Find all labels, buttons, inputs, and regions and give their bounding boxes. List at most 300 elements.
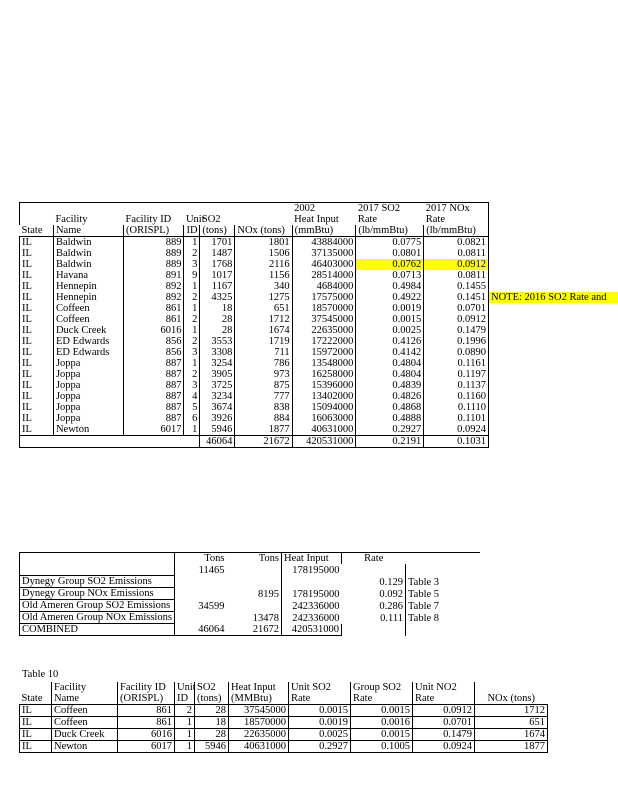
heat-input-cell: 37135000 (292, 248, 356, 259)
summary-label-cell: Old Ameren Group NOx Emissions (20, 612, 175, 624)
heat-input-cell: 37545000 (292, 314, 356, 325)
summary-so2-cell (175, 588, 227, 600)
so2-rate-cell: 0.0713 (356, 270, 424, 281)
heat-input-cell: 43884000 (292, 237, 356, 249)
facility-id-cell: 887 (123, 358, 183, 369)
unit-id-cell: 1 (184, 325, 200, 336)
nox-tons-cell: 786 (235, 358, 292, 369)
summary-rate-cell (342, 624, 406, 636)
summary-row (20, 564, 480, 576)
unit-id-cell: 1 (184, 303, 200, 314)
state-cell: IL (20, 314, 54, 325)
h-name-1 (53, 203, 123, 215)
summary-so2-cell: 11465 (175, 564, 227, 576)
so2-rate-cell: 0.4804 (356, 369, 424, 380)
h-name-3: Name (53, 225, 123, 237)
h-nox-3: NOx (tons) (235, 225, 292, 237)
facility-name-cell: Coffeen (52, 705, 118, 717)
facility-name-cell: Duck Creek (52, 729, 118, 741)
facility-id-cell: 889 (123, 259, 183, 270)
so2-tons-cell: 3553 (200, 336, 235, 347)
unit-id-cell: 1 (184, 424, 200, 436)
summary-rate-cell (342, 564, 406, 576)
h-fid-3: (ORISPL) (123, 225, 183, 237)
summary-heat-cell: 242336000 (282, 600, 342, 612)
facility-name-cell: Joppa (53, 413, 123, 424)
heat-input-cell: 28514000 (292, 270, 356, 281)
facility-name-cell: ED Edwards (53, 336, 123, 347)
unit-so2-rate-cell: 0.2927 (289, 741, 351, 753)
facility-name-cell: ED Edwards (53, 347, 123, 358)
facility-name-cell: Joppa (53, 358, 123, 369)
so2-rate-cell: 0.4888 (356, 413, 424, 424)
state-cell: IL (20, 369, 54, 380)
facility-id-cell: 6017 (123, 424, 183, 436)
facility-name-cell: Hennepin (53, 292, 123, 303)
heat-input-cell: 18570000 (292, 303, 356, 314)
summary-rate-cell: 0.129 (379, 576, 403, 588)
unit-id-cell: 1 (184, 281, 200, 292)
summary-label-cell: Old Ameren Group SO2 Emissions (20, 600, 175, 612)
nox-rate-cell: 0.1137 (424, 380, 489, 391)
facility-name-cell: Joppa (53, 380, 123, 391)
heat-input-cell: 17575000 (292, 292, 356, 303)
so2-tons-cell: 1701 (200, 237, 235, 249)
nox-tons-cell: 1674 (475, 729, 548, 741)
unit-id-cell: 2 (184, 336, 200, 347)
summary-row (20, 600, 480, 612)
facility-id-cell: 6016 (123, 325, 183, 336)
nox-tons-cell: 1712 (475, 705, 548, 717)
unit-id-cell: 1 (184, 237, 200, 249)
state-cell: IL (20, 336, 54, 347)
state-cell: IL (20, 259, 54, 270)
so2-rate-cell: 0.4126 (356, 336, 424, 347)
facility-name-cell: Joppa (53, 402, 123, 413)
facility-id-cell: 861 (118, 705, 175, 717)
nox-tons-cell: 838 (235, 402, 292, 413)
facility-name-cell: Newton (53, 424, 123, 436)
summary-label-cell: Dynegy Group NOx Emissions (20, 588, 175, 600)
nox-rate-cell: 0.0912 (424, 259, 489, 270)
nox-rate-cell: 0.0924 (424, 424, 489, 436)
unit-emissions-table (19, 202, 489, 448)
so2-tons-cell: 3926 (200, 413, 235, 424)
unit-id-cell: 3 (184, 380, 200, 391)
summary-nox-cell (227, 564, 282, 576)
h-fid-1 (123, 203, 183, 215)
state-cell: IL (20, 402, 54, 413)
h-noxrate-3: (lb/mmBtu) (424, 225, 489, 237)
facility-id-cell: 887 (123, 413, 183, 424)
table-row (20, 413, 489, 424)
unit-id-cell: 2 (184, 248, 200, 259)
so2-tons-cell: 28 (200, 314, 235, 325)
heat-input-cell: 16258000 (292, 369, 356, 380)
h-heat-3: (mmBtu) (292, 225, 356, 237)
total-so2: 46064 (200, 436, 235, 448)
unit-id-cell: 2 (184, 292, 200, 303)
h-so2-3: (tons) (200, 225, 235, 237)
nox-tons-cell: 1877 (475, 741, 548, 753)
nox-tons-cell: 340 (235, 281, 292, 292)
summary-so2-cell (175, 612, 227, 624)
heat-input-cell: 40631000 (229, 741, 289, 753)
h-fid-2: Facility ID (125, 214, 172, 225)
summary-label-cell (20, 564, 175, 576)
totals-row (20, 436, 489, 448)
facility-id-cell: 889 (123, 237, 183, 249)
summary-ref-cell: Table 8 (406, 612, 480, 624)
unit-id-cell: 4 (184, 391, 200, 402)
summary-label-cell: COMBINED (20, 624, 175, 636)
so2-rate-cell: 0.4142 (356, 347, 424, 358)
heat-input-cell: 40631000 (292, 424, 356, 436)
h-so2-2: SO2 (201, 214, 221, 225)
so2-tons-cell: 1487 (200, 248, 235, 259)
state-cell: IL (20, 270, 54, 281)
facility-id-cell: 887 (123, 402, 183, 413)
facility-id-cell: 6017 (118, 741, 175, 753)
facility-name-cell: Coffeen (53, 314, 123, 325)
heat-input-cell: 17222000 (292, 336, 356, 347)
table-row (20, 717, 548, 729)
nox-rate-cell: 0.1451 (424, 292, 489, 303)
summary-h-rate: Rate (342, 553, 406, 565)
state-cell: IL (20, 413, 54, 424)
table-row (20, 292, 489, 303)
header-row-1 (20, 203, 489, 215)
unit-id-cell: 2 (175, 705, 195, 717)
so2-tons-cell: 4325 (200, 292, 235, 303)
h-heat-1: 2002 (294, 203, 316, 214)
unit-id-cell: 1 (175, 741, 195, 753)
summary-row (20, 588, 480, 600)
unit-id-cell: 2 (184, 314, 200, 325)
so2-tons-cell: 1167 (200, 281, 235, 292)
heat-input-cell: 15972000 (292, 347, 356, 358)
state-cell: IL (20, 391, 54, 402)
h-state-2 (20, 214, 54, 225)
summary-heat-cell (282, 576, 342, 588)
total-nox: 21672 (235, 436, 292, 448)
so2-tons-cell: 5946 (200, 424, 235, 436)
facility-id-cell: 889 (123, 248, 183, 259)
facility-id-cell: 6016 (118, 729, 175, 741)
facility-name-cell: Coffeen (53, 303, 123, 314)
summary-nox-cell: 21672 (227, 624, 282, 636)
summary-ref-cell: Table 5 (406, 588, 480, 600)
summary-label-cell: Dynegy Group SO2 Emissions (20, 576, 175, 588)
table-row (20, 237, 489, 249)
facility-name-cell: Coffeen (52, 717, 118, 729)
so2-rate-cell: 0.0762 (356, 259, 424, 270)
facility-id-cell: 887 (123, 369, 183, 380)
summary-h-so2: Tons (175, 553, 227, 565)
group-so2-rate-cell: 0.0015 (351, 729, 413, 741)
table-row (20, 729, 548, 741)
h-so2rate-2: Rate (357, 214, 378, 225)
heat-input-cell: 4684000 (292, 281, 356, 292)
facility-id-cell: 861 (123, 314, 183, 325)
facility-name-cell: Hennepin (53, 281, 123, 292)
nox-tons-cell: 1712 (235, 314, 292, 325)
unit-id-cell: 9 (184, 270, 200, 281)
unit-id-cell: 3 (184, 259, 200, 270)
heat-input-cell: 13548000 (292, 358, 356, 369)
nox-tons-cell: 1275 (235, 292, 292, 303)
unit-so2-rate-cell: 0.0015 (289, 705, 351, 717)
state-cell: IL (20, 705, 52, 717)
unit-no2-rate-cell: 0.0912 (413, 705, 475, 717)
table-row (20, 391, 489, 402)
nox-rate-cell: 0.1101 (424, 413, 489, 424)
so2-tons-cell: 1017 (200, 270, 235, 281)
so2-tons-cell: 18 (200, 303, 235, 314)
so2-tons-cell: 28 (195, 705, 229, 717)
facility-id-cell: 856 (123, 336, 183, 347)
summary-heat-cell: 178195000 (282, 564, 342, 576)
nox-tons-cell: 973 (235, 369, 292, 380)
facility-name-cell: Baldwin (53, 237, 123, 249)
facility-name-cell: Havana (53, 270, 123, 281)
summary-h-heat: Heat Input (282, 553, 342, 565)
h-name-2: Facility (55, 214, 88, 225)
heat-input-cell: 22635000 (229, 729, 289, 741)
so2-rate-cell: 0.4922 (356, 292, 424, 303)
t10-header-row-2: State Name (ORISPL) ID (tons) (MMBtu) Rate Rate Rate NOx (tons) (20, 693, 548, 705)
table-row (20, 248, 489, 259)
h-unit-1 (184, 203, 200, 215)
heat-input-cell: 18570000 (229, 717, 289, 729)
t10-header-row-1: Facility Facility ID Unit SO2 Heat Input Unit SO2 Group SO2 Unit NO2 (20, 682, 548, 693)
table-row (20, 424, 489, 436)
so2-rate-cell: 0.4984 (356, 281, 424, 292)
so2-tons-cell: 28 (195, 729, 229, 741)
summary-nox-cell: 8195 (258, 588, 279, 600)
table-row (20, 270, 489, 281)
table-row (20, 325, 489, 336)
state-cell: IL (20, 424, 54, 436)
nox-tons-cell: 777 (235, 391, 292, 402)
header-row-3 (20, 225, 489, 237)
nox-rate-cell: 0.1479 (424, 325, 489, 336)
so2-rate-cell: 0.4839 (356, 380, 424, 391)
summary-nox-cell (227, 576, 282, 588)
nox-rate-cell: 0.0912 (424, 314, 489, 325)
nox-tons-cell: 651 (475, 717, 548, 729)
unit-id-cell: 5 (184, 402, 200, 413)
h-state-3: State (21, 225, 43, 236)
facility-id-cell: 892 (123, 292, 183, 303)
summary-nox-cell: 13478 (252, 612, 279, 624)
so2-rate-cell: 0.4826 (356, 391, 424, 402)
summary-ref-cell: Table 7 (406, 600, 480, 612)
table-10-title: Table 10 (22, 669, 59, 680)
h-nox-2 (235, 214, 292, 225)
facility-id-cell: 891 (123, 270, 183, 281)
so2-rate-cell: 0.2927 (356, 424, 424, 436)
nox-rate-cell: 0.1996 (424, 336, 489, 347)
facility-id-cell: 856 (123, 347, 183, 358)
h-unit-3: ID (184, 225, 200, 237)
table-row (20, 705, 548, 717)
header-row-2 (20, 214, 489, 225)
table-row (20, 358, 489, 369)
table-row (20, 259, 489, 270)
facility-name-cell: Duck Creek (53, 325, 123, 336)
state-cell: IL (20, 741, 52, 753)
nox-tons-cell: 1877 (235, 424, 292, 436)
table-row (20, 303, 489, 314)
so2-rate-cell: 0.0801 (356, 248, 424, 259)
unit-id-cell: 1 (175, 717, 195, 729)
h-so2rate-1: 2017 SO2 (357, 203, 401, 214)
so2-tons-cell: 18 (195, 717, 229, 729)
group-so2-rate-cell: 0.0016 (351, 717, 413, 729)
nox-rate-cell: 0.0890 (424, 347, 489, 358)
table-row (20, 402, 489, 413)
so2-rate-cell: 0.0775 (356, 237, 424, 249)
group-summary-table (19, 552, 480, 636)
so2-tons-cell: 3905 (200, 369, 235, 380)
summary-header-row (20, 553, 480, 565)
unit-id-cell: 6 (184, 413, 200, 424)
summary-ref-cell: Table 3 (406, 576, 480, 588)
table-row (20, 369, 489, 380)
h-noxrate-1: 2017 NOx (424, 203, 489, 215)
heat-input-cell: 13402000 (292, 391, 356, 402)
nox-tons-cell: 1801 (235, 237, 292, 249)
unit-no2-rate-cell: 0.0924 (413, 741, 475, 753)
nox-tons-cell: 651 (235, 303, 292, 314)
table-row (20, 741, 548, 753)
so2-rate-cell: 0.0025 (356, 325, 424, 336)
note-cell: NOTE: 2016 SO2 Rate and (489, 292, 618, 303)
state-cell: IL (20, 281, 54, 292)
facility-name-cell: Baldwin (53, 259, 123, 270)
so2-tons-cell: 28 (200, 325, 235, 336)
summary-row (20, 576, 480, 588)
unit-no2-rate-cell: 0.0701 (413, 717, 475, 729)
facility-name-cell: Newton (52, 741, 118, 753)
nox-tons-cell: 1719 (235, 336, 292, 347)
facility-id-cell: 861 (123, 303, 183, 314)
facility-name-cell: Joppa (53, 369, 123, 380)
facility-id-cell: 892 (123, 281, 183, 292)
nox-rate-cell: 0.1161 (424, 358, 489, 369)
summary-nox-cell (227, 600, 282, 612)
state-cell: IL (20, 347, 54, 358)
h-nox-1 (235, 203, 292, 215)
nox-tons-cell: 1674 (235, 325, 292, 336)
so2-tons-cell: 3308 (200, 347, 235, 358)
so2-tons-cell: 5946 (195, 741, 229, 753)
h-so2rate-3: (lb/mmBtu) (356, 225, 424, 237)
table-row (20, 347, 489, 358)
heat-input-cell: 15396000 (292, 380, 356, 391)
nox-rate-cell: 0.1110 (424, 402, 489, 413)
facility-id-cell: 861 (118, 717, 175, 729)
so2-rate-cell: 0.0019 (356, 303, 424, 314)
nox-tons-cell: 2116 (235, 259, 292, 270)
state-cell: IL (20, 248, 54, 259)
group-so2-rate-cell: 0.0015 (351, 705, 413, 717)
nox-rate-cell: 0.1197 (424, 369, 489, 380)
heat-input-cell: 16063000 (292, 413, 356, 424)
nox-tons-cell: 1506 (235, 248, 292, 259)
state-cell: IL (20, 237, 54, 249)
so2-rate-cell: 0.0015 (356, 314, 424, 325)
summary-h-nox: Tons (258, 553, 279, 564)
heat-input-cell: 46403000 (292, 259, 356, 270)
nox-tons-cell: 711 (235, 347, 292, 358)
summary-heat-cell: 242336000 (282, 612, 342, 624)
group-so2-rate-cell: 0.1005 (351, 741, 413, 753)
state-cell: IL (20, 303, 54, 314)
h-state-1 (20, 203, 54, 215)
so2-rate-cell: 0.4868 (356, 402, 424, 413)
heat-input-cell: 37545000 (229, 705, 289, 717)
so2-tons-cell: 3234 (200, 391, 235, 402)
so2-tons-cell: 3254 (200, 358, 235, 369)
unit-id-cell: 2 (184, 369, 200, 380)
nox-rate-cell: 0.1455 (424, 281, 489, 292)
summary-so2-cell: 34599 (175, 600, 227, 612)
nox-rate-cell: 0.1160 (424, 391, 489, 402)
state-cell: IL (20, 292, 54, 303)
summary-rate-cell: 0.092 (379, 588, 403, 600)
table-row (20, 281, 489, 292)
total-nox-rate: 0.1031 (424, 436, 489, 448)
table-row (20, 336, 489, 347)
state-cell: IL (20, 380, 54, 391)
unit-id-cell: 1 (184, 358, 200, 369)
unit-no2-rate-cell: 0.1479 (413, 729, 475, 741)
nox-rate-cell: 0.0811 (424, 270, 489, 281)
state-cell: IL (20, 358, 54, 369)
table-row (20, 314, 489, 325)
facility-name-cell: Joppa (53, 391, 123, 402)
nox-tons-cell: 1156 (235, 270, 292, 281)
summary-ref-cell (406, 624, 480, 636)
heat-input-cell: 15094000 (292, 402, 356, 413)
state-cell: IL (20, 729, 52, 741)
summary-rate-cell: 0.286 (379, 600, 403, 612)
nox-rate-cell: 0.0701 (424, 303, 489, 314)
nox-tons-cell: 875 (235, 380, 292, 391)
so2-tons-cell: 3725 (200, 380, 235, 391)
summary-rate-cell: 0.111 (380, 612, 403, 624)
summary-heat-cell: 420531000 (282, 624, 342, 636)
heat-input-cell: 22635000 (292, 325, 356, 336)
unit-so2-rate-cell: 0.0019 (289, 717, 351, 729)
table-row (20, 380, 489, 391)
h-heat-2: Heat Input (294, 214, 339, 225)
nox-rate-cell: 0.0821 (424, 237, 489, 249)
state-cell: IL (20, 325, 54, 336)
h-noxrate-2: Rate (424, 214, 489, 225)
total-heat: 420531000 (292, 436, 356, 448)
nox-tons-cell: 884 (235, 413, 292, 424)
unit-id-cell: 1 (175, 729, 195, 741)
unit-id-cell: 3 (184, 347, 200, 358)
table-10 (19, 682, 548, 753)
summary-so2-cell: 46064 (175, 624, 227, 636)
summary-heat-cell: 178195000 (282, 588, 342, 600)
so2-tons-cell: 3674 (200, 402, 235, 413)
summary-so2-cell (175, 576, 227, 588)
